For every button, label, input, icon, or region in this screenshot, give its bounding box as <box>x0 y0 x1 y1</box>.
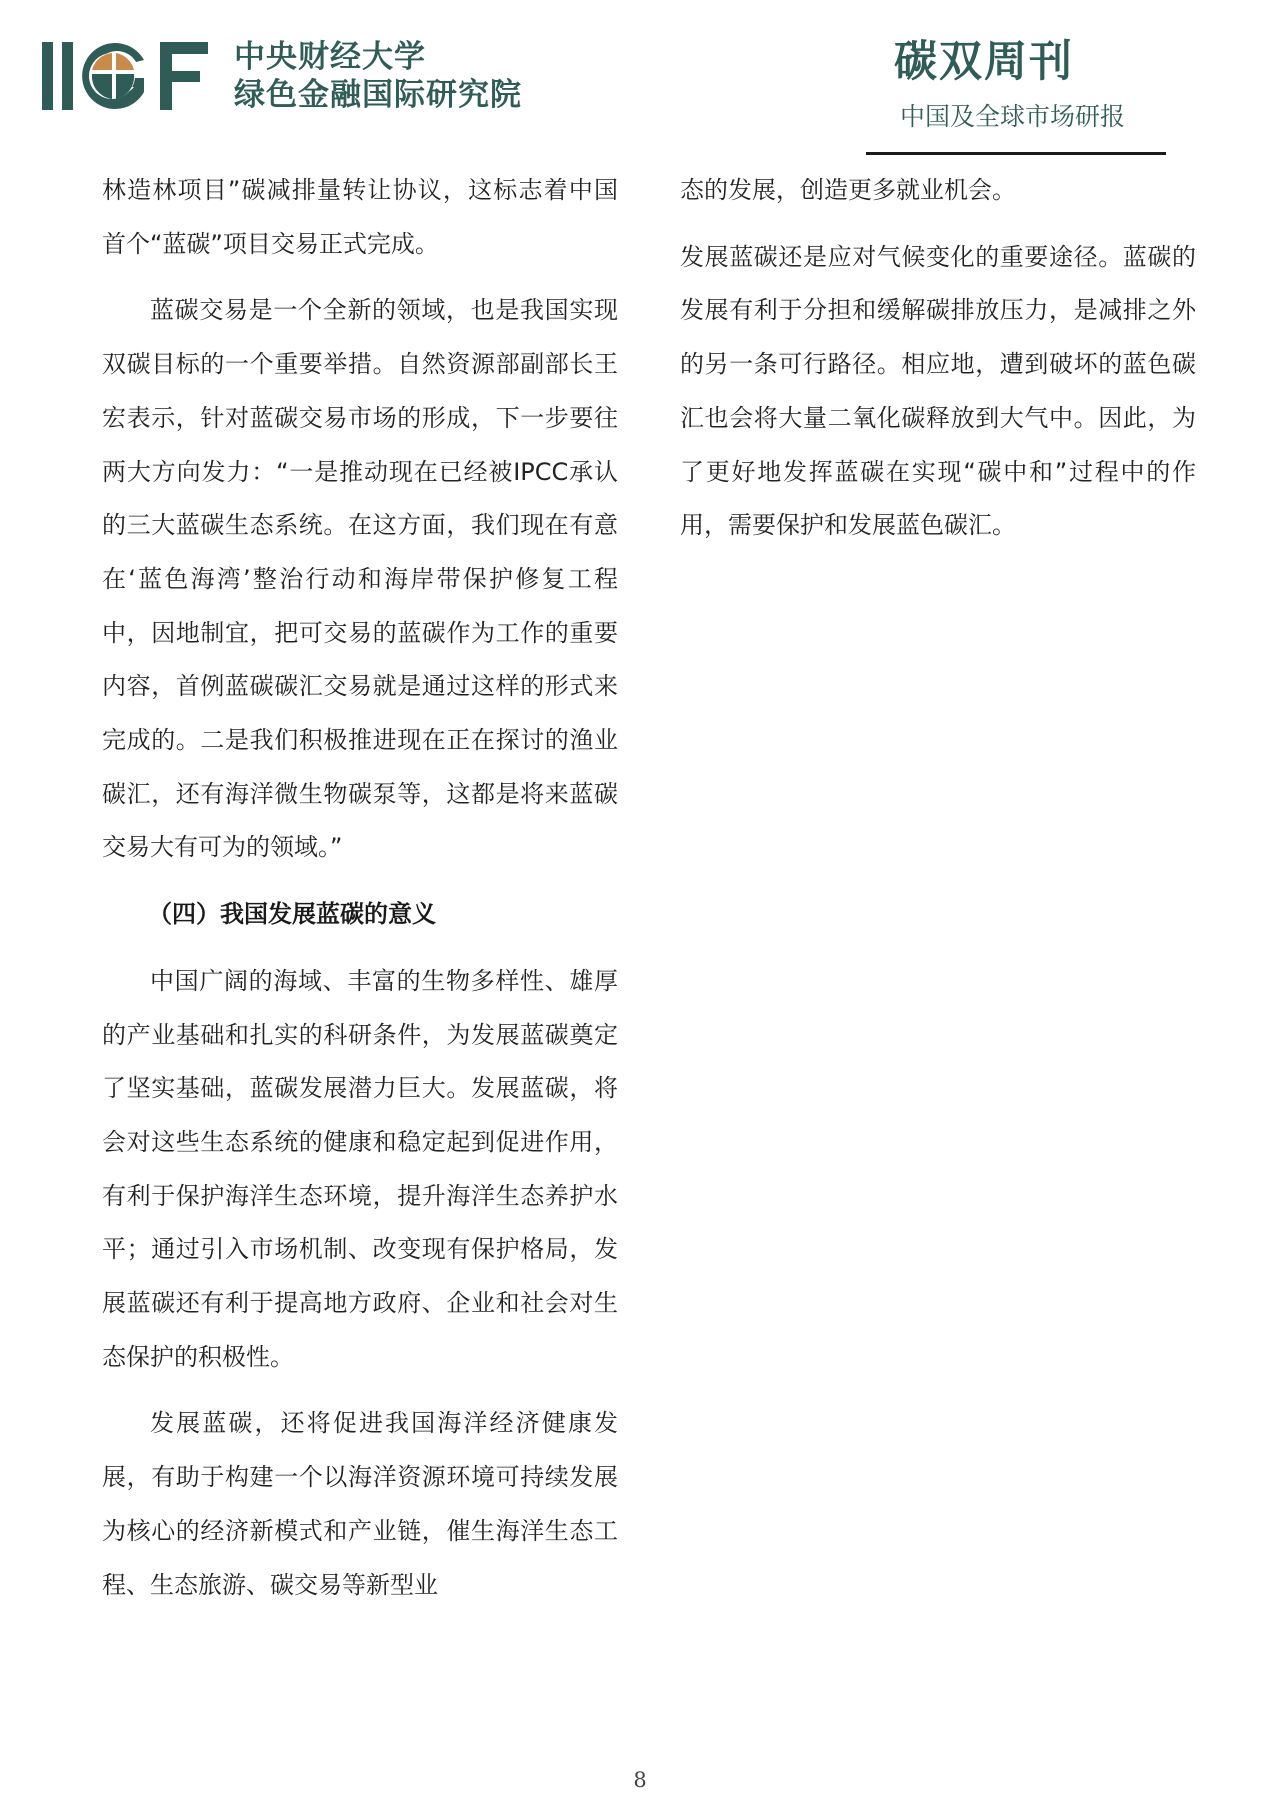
left-column <box>102 164 618 1625</box>
paragraph-continued-right: 态的发展，创造更多就业机会。 <box>680 176 1016 204</box>
publication-subtitle: 中国及全球市场研报 <box>900 102 1126 131</box>
masthead-divider <box>866 152 1166 155</box>
section-heading: （四）我国发展蓝碳的意义 <box>148 900 436 929</box>
publication-masthead <box>866 30 1166 158</box>
page-number: 8 <box>633 1768 647 1792</box>
publication-title: 碳双周刊 <box>894 37 1074 87</box>
organization-name <box>234 38 522 114</box>
iigf-logo <box>40 38 212 114</box>
org-name-line-2: 绿色金融国际研究院 <box>234 77 522 113</box>
paragraph-climate-change: 发展蓝碳还是应对气候变化的重要途径。蓝碳的发展有利于分担和缓解碳排放压力，是减排之外的另一条可行路径。相应地，遭到破坏的蓝色碳汇也会将大量二氧化碳释放到大气中。因此，为了更好地发挥蓝碳在实现“碳中和”过程中的作用，需要保护和发展蓝色碳汇。 <box>680 242 1196 540</box>
paragraph-blue-carbon-trading: 蓝碳交易是一个全新的领域，也是我国实现双碳目标的一个重要举措。自然资源部副部长王宏表示，针对蓝碳交易市场的形成，下一步要往两大方向发力：“一是推动现在已经被IPCC承认的三大蓝碳生态系统。在这方面，我们现在有意在‘蓝色海湾’整治行动和海岸带保护修复工程中，因地制宜，把可交易的蓝碳作为工作的重要内容，首例蓝碳碳汇交易就是通过这样的形式来完成的。二是我们积极推进现在正在探讨的渔业碳汇，还有海洋微生物碳泵等，这都是将来蓝碳交易大有可为的领域。” <box>102 296 618 862</box>
paragraph-significance: 中国广阔的海域、丰富的生物多样性、雄厚的产业基础和扎实的科研条件，为发展蓝碳奠定了坚实基础，蓝碳发展潜力巨大。发展蓝碳，将会对这些生态系统的健康和稳定起到促进作用，有利于保护海洋生态环境，提升海洋生态养护水平；通过引入市场机制、改变现有保护格局，发展蓝碳还有利于提高地方政府、企业和社会对生态保护的积极性。 <box>102 966 618 1371</box>
paragraph-marine-economy: 发展蓝碳，还将促进我国海洋经济健康发展，有助于构建一个以海洋资源环境可持续发展为核心的经济新模式和产业链，催生海洋生态工程、生态旅游、碳交易等新型业 <box>102 1409 618 1599</box>
iigf-logo-graphic <box>40 38 212 114</box>
paragraph-continued: 林造林项目”碳减排量转让协议，这标志着中国首个“蓝碳”项目交易正式完成。 <box>102 176 618 258</box>
right-column <box>680 164 1196 566</box>
org-name-line-1: 中央财经大学 <box>234 39 426 75</box>
